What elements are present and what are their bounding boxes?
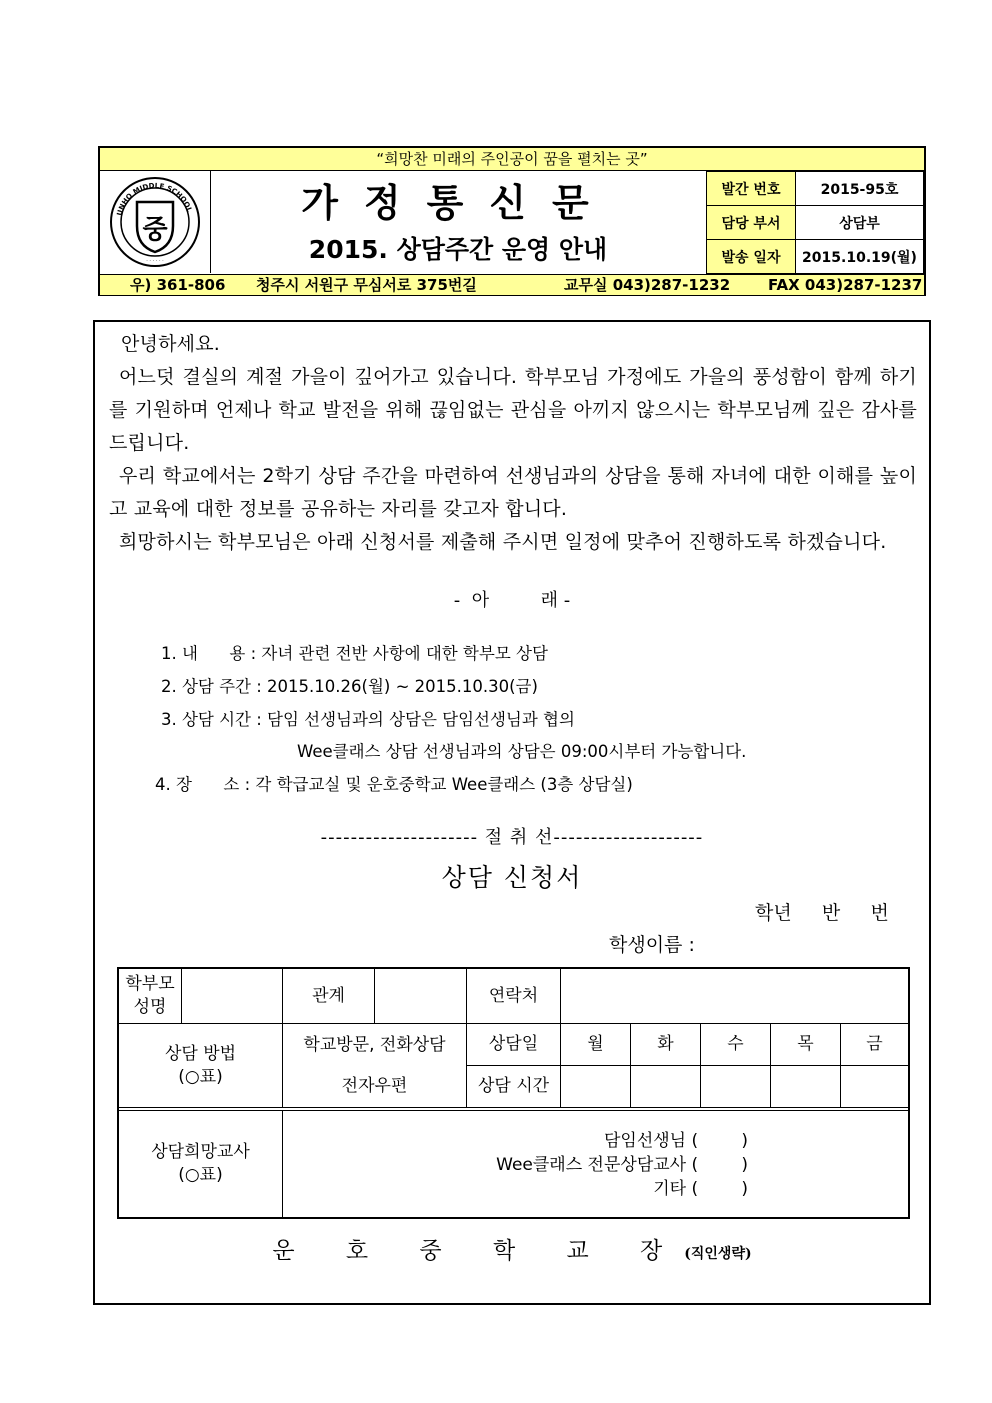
time-tue[interactable] [631, 1066, 701, 1108]
date-value: 2015.10.19(월) [796, 240, 924, 274]
paragraph-3: 희망하시는 학부모님은 아래 신청서를 제출해 주시면 일정에 맞추어 진행하도록 하겠습니다. [119, 531, 887, 553]
school-address: 청주시 서원구 무심서로 375번길 [256, 276, 477, 294]
dept-value: 상담부 [796, 206, 924, 240]
application-table [117, 967, 910, 1219]
item-period: 2. 상담 주간 : 2015.10.26(월) ~ 2015.10.30(금) [161, 677, 538, 696]
item-place: 4. 장 소 : 각 학급교실 및 운호중학교 Wee클래스 (3층 상담실) [155, 775, 633, 794]
time-label: 상담 시간 [467, 1066, 561, 1108]
day-label: 상담일 [467, 1024, 561, 1066]
item-time: 3. 상담 시간 : 담임 선생님과의 상담은 담임선생님과 협의 [161, 710, 575, 729]
grade-class-number: 학년 반 번 [755, 902, 889, 924]
day-mon[interactable]: 월 [561, 1024, 631, 1066]
day-wed[interactable]: 수 [701, 1024, 771, 1066]
principal-title: 운 호 중 학 교 장 [272, 1238, 685, 1264]
newsletter-title: 가정통신문 [301, 180, 615, 225]
newsletter-header [98, 146, 926, 296]
cut-line: --------------------- 절 취 선-------------------- [320, 827, 704, 848]
postal-code: 우) 361-806 [130, 276, 226, 294]
svg-text:· · · · · ·: · · · · · · [146, 258, 164, 264]
svg-text:UNHO MIDDLE SCHOOL: UNHO MIDDLE SCHOOL [115, 181, 194, 217]
slogan: “희망찬 미래의 주인공이 꿈을 펼치는 곳” [100, 148, 924, 171]
teacher-options[interactable] [283, 1111, 908, 1217]
item-content: 1. 내 용 : 자녀 관련 전반 사항에 대한 학부모 상담 [161, 644, 548, 663]
method-option-email[interactable]: 전자우편 [283, 1066, 467, 1108]
parent-name-field[interactable] [182, 969, 283, 1024]
contact-field[interactable] [561, 969, 908, 1024]
time-fri[interactable] [841, 1066, 908, 1108]
title-area [211, 171, 705, 273]
letter-body [93, 320, 931, 1305]
teacher-label: 상담희망교사 (○표) [119, 1111, 283, 1217]
paragraph-2: 우리 학교에서는 2학기 상담 주간을 마련하여 선생님과의 상담을 통해 자녀에 대한 이해를 높이고 교육에 대한 정보를 공유하는 자리를 갖고자 합니다. [109, 465, 917, 520]
method-label: 상담 방법 (○표) [119, 1024, 283, 1108]
time-mon[interactable] [561, 1066, 631, 1108]
newsletter-subtitle: 2015. 상담주간 운영 안내 [308, 235, 608, 264]
contact-label: 연락처 [467, 969, 561, 1024]
day-tue[interactable]: 화 [631, 1024, 701, 1066]
relation-label: 관계 [283, 969, 375, 1024]
seal-omitted-note: (직인생략) [684, 1246, 752, 1262]
student-name-label: 학생이름 : [609, 934, 695, 956]
day-thu[interactable]: 목 [771, 1024, 841, 1066]
method-option-visit-phone[interactable]: 학교방문, 전화상담 [283, 1024, 467, 1066]
date-label: 발송 일자 [707, 240, 796, 274]
office-phone: 교무실 043)287-1232 [564, 276, 731, 294]
item-time-wee: Wee클래스 상담 선생님과의 상담은 09:00시부터 가능합니다. [297, 742, 747, 761]
parent-name-label: 학부모 성명 [119, 969, 182, 1024]
day-fri[interactable]: 금 [841, 1024, 908, 1066]
relation-field[interactable] [375, 969, 467, 1024]
fax-number: FAX 043)287-1237 [768, 276, 923, 294]
dept-label: 담당 부서 [707, 206, 796, 240]
school-logo [100, 171, 211, 273]
issue-info-table [706, 171, 924, 274]
form-title: 상담 신청서 [441, 863, 583, 892]
teacher-option-other[interactable]: 기타 ( ) [653, 1179, 748, 1199]
principal-signature [95, 1232, 929, 1265]
address-bar [100, 274, 924, 295]
teacher-option-list [496, 1129, 748, 1201]
teacher-option-homeroom[interactable]: 담임선생님 ( ) [603, 1131, 748, 1151]
greeting: 안녕하세요. [121, 333, 221, 355]
issue-no-value: 2015-95호 [796, 172, 924, 206]
paragraph-1: 어느덧 결실의 계절 가을이 깊어가고 있습니다. 학부모님 가정에도 가을의 풍성함이 함께 하기를 기원하며 언제나 학교 발전을 위해 끊임없는 관심을 아끼지 않으시는 학부모님께 깊은 감사를 드립니다. [109, 366, 917, 454]
time-wed[interactable] [701, 1066, 771, 1108]
school-emblem-icon [109, 176, 201, 268]
svg-text:중: 중 [142, 215, 168, 245]
teacher-option-wee[interactable]: Wee클래스 전문상담교사 ( ) [496, 1155, 748, 1175]
issue-no-label: 발간 번호 [707, 172, 796, 206]
time-thu[interactable] [771, 1066, 841, 1108]
below-heading: - 아 래 - [453, 590, 571, 611]
